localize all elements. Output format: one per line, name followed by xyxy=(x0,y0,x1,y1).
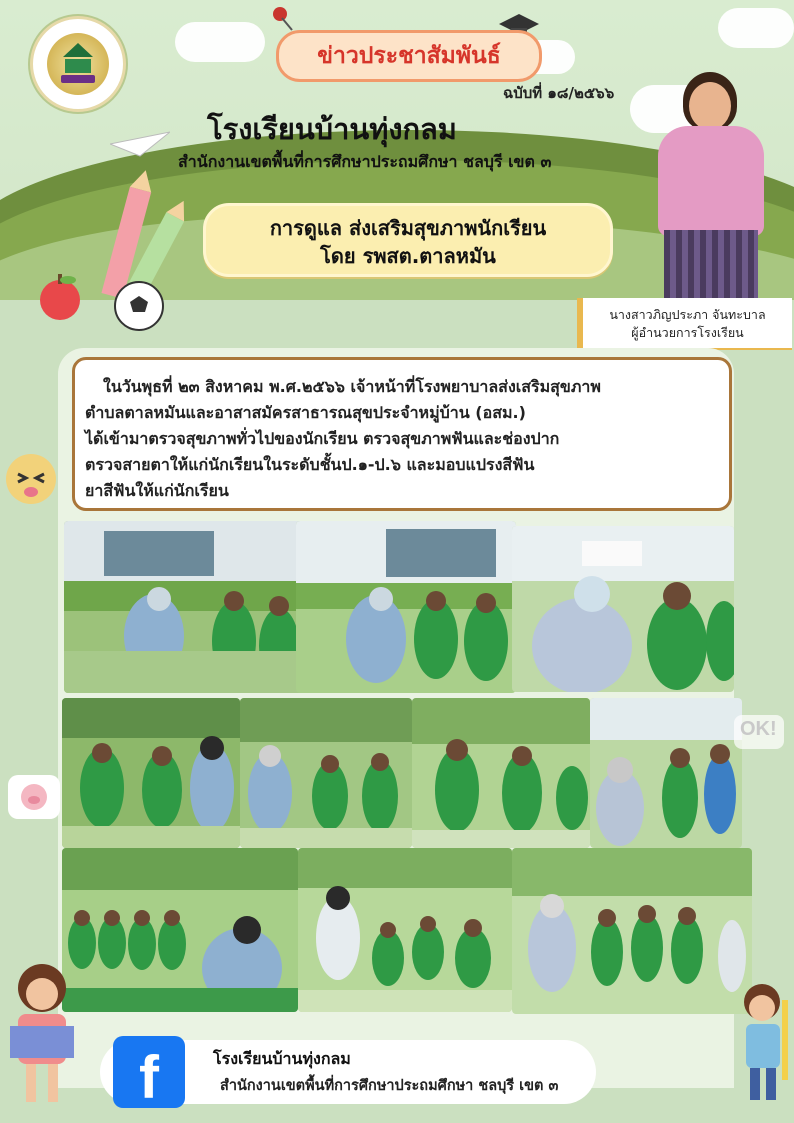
pig-sticker-icon xyxy=(8,775,60,819)
news-banner xyxy=(276,30,542,82)
cloud-decoration xyxy=(718,8,794,48)
health-check-photo xyxy=(512,848,752,1014)
director-photo xyxy=(654,68,768,306)
topic-line-2: โดย รพสต.ตาลหมัน xyxy=(320,244,496,268)
health-check-photo xyxy=(62,698,240,848)
topic-line-1: การดูแล ส่งเสริมสุขภาพนักเรียน xyxy=(269,216,547,240)
director-blouse xyxy=(658,126,764,236)
pushpin-icon xyxy=(268,4,298,34)
news-line-4: ตรวจสายตาให้แก่นักเรียนในระดับชั้นป.๑-ป.๖ และมอบแปรงสีฟัน xyxy=(85,455,535,474)
girl-reading-illustration xyxy=(4,960,80,1110)
health-check-photo xyxy=(298,848,512,1012)
news-line-5: ยาสีฟันให้แก่นักเรียน xyxy=(85,481,229,500)
health-check-photo xyxy=(512,526,734,692)
ok-sticker-text: OK! xyxy=(740,718,777,740)
health-check-photo xyxy=(412,698,590,848)
news-line-3: ได้เข้ามาตรวจสุขภาพทั่วไปของนักเรียน ตรวจสุขภาพฟันและช่องปาก xyxy=(85,429,560,448)
director-skirt xyxy=(664,230,758,306)
emoji-sticker-icon xyxy=(4,452,58,506)
director-face xyxy=(689,82,731,130)
news-text-box xyxy=(72,357,732,511)
topic-box xyxy=(203,203,613,277)
health-check-photo xyxy=(64,521,304,693)
director-position: ผู้อำนวยการโรงเรียน xyxy=(631,325,744,340)
issue-number: ฉบับที่ ๑๘/๒๕๖๖ xyxy=(503,84,615,102)
school-logo xyxy=(30,16,126,112)
school-title-text: โรงเรียนบ้านทุ่งกลม xyxy=(207,112,457,146)
facebook-icon[interactable]: f xyxy=(113,1036,185,1108)
soccer-ball-icon xyxy=(113,280,165,332)
news-line-1: ในวันพุธที่ ๒๓ สิงหาคม พ.ศ.๒๕๖๖ เจ้าหน้าที่โรงพยาบาลส่งเสริมสุขภาพ xyxy=(103,377,601,396)
cloud-decoration xyxy=(175,22,265,62)
footer-school-name: โรงเรียนบ้านทุ่งกลม xyxy=(213,1049,351,1068)
footer-office: สำนักงานเขตพื้นที่การศึกษาประถมศึกษา ชลบุรี เขต ๓ xyxy=(220,1078,559,1094)
news-line-2: ตำบลตาลหมันและอาสาสมัครสาธารณสุขประจำหมู่บ้าน (อสม.) xyxy=(85,403,526,422)
education-office: สำนักงานเขตพื้นที่การศึกษาประถมศึกษา ชลบุรี เขต ๓ xyxy=(178,152,552,171)
news-banner-title: ข่าวประชาสัมพันธ์ xyxy=(317,43,501,69)
director-name: นางสาวภิญประภา จันทะบาล xyxy=(609,307,766,322)
school-emblem-icon xyxy=(47,33,109,95)
health-check-photo xyxy=(62,848,298,1012)
health-check-photo xyxy=(296,521,516,693)
director-name-box xyxy=(577,298,792,350)
boy-with-pencil-illustration xyxy=(736,980,794,1110)
health-check-photo xyxy=(590,698,742,848)
apple-icon xyxy=(36,272,84,322)
health-check-photo xyxy=(240,698,412,848)
